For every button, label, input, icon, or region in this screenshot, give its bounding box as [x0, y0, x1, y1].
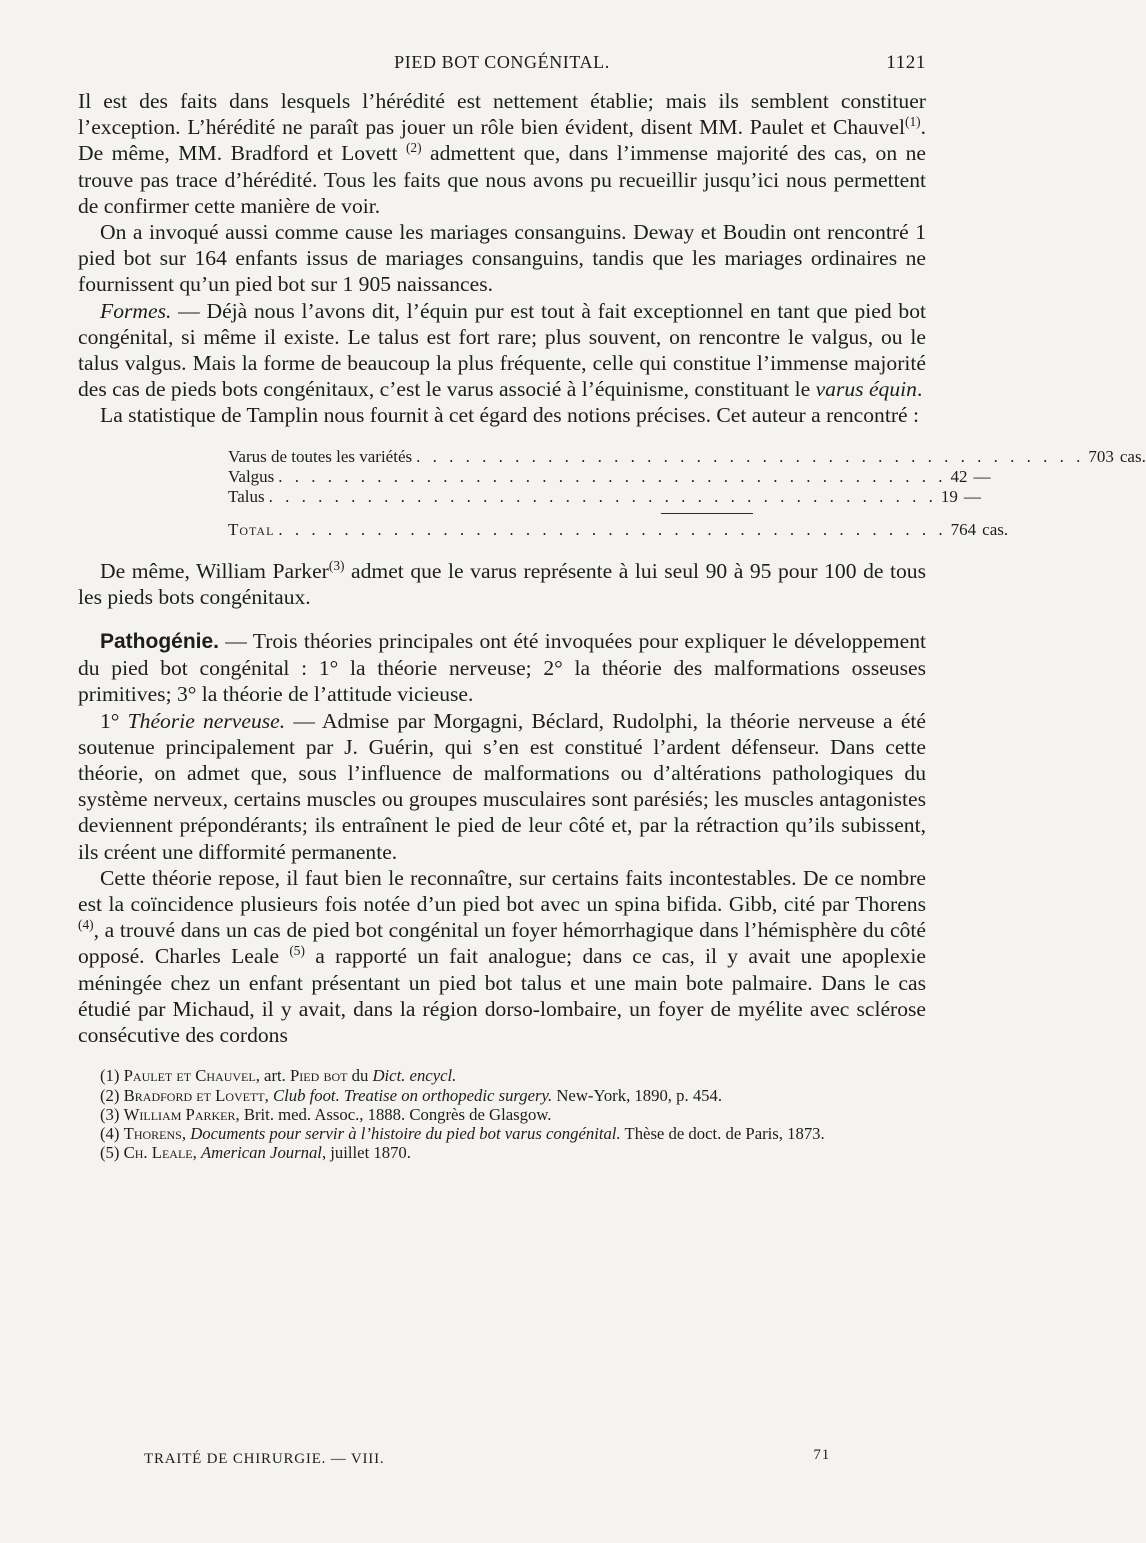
paragraph-text: — Trois théories principales ont été invoquées pour expliquer le développement du pied bot congénital : 1° la théorie nerveuse; 2° la théorie des malformations osseuses primitives; 3° la théorie de l’attitude vicieuse.: [78, 629, 926, 707]
footnote: [78, 1105, 926, 1124]
subsection-label: Théorie nerveuse.: [127, 708, 286, 733]
stat-row: [228, 486, 981, 507]
stat-total-label: Total: [228, 519, 275, 539]
footnote-author: Ch. Leale: [123, 1143, 193, 1163]
footnote-text: ,: [181, 1124, 191, 1144]
total-rule: [661, 513, 753, 514]
stat-label: Varus de toutes les variétés: [228, 446, 413, 466]
stat-value: 703: [1088, 446, 1114, 466]
stat-value: 19: [940, 486, 958, 506]
footnote-ref: (4): [78, 917, 94, 933]
stat-unit: cas.: [1119, 446, 1146, 466]
footnote-author: Bradford et Lovett: [123, 1085, 265, 1105]
stat-row: [228, 466, 991, 487]
footnote: [78, 1143, 926, 1162]
leader-dots: . . . . . . . . . . . . . . . . . . . . . . . . . . . . . . . . . . . . . . . . .: [278, 466, 947, 486]
paragraph-theorie-nerveuse: [78, 708, 926, 865]
footnote-text: New-York, 1890, p. 454.: [552, 1085, 723, 1105]
paragraph-text: — Admise par Morgagni, Béclard, Rudolphi, la théorie nerveuse a été soutenue principalement par J. Guérin, qui s’en est constitué l’ardent défenseur. Dans cette théorie, on admet que, sous l’influence de malformations ou d’altérations pathologiques du système nerveux, certains muscles ou groupes musculaires sont parésiés; les muscles antagonistes deviennent prépondérants; ils entraînent le pied de leur côté et, par la rétraction qu’ils subissent, ils créent une difformité permanente.: [78, 708, 926, 864]
paragraph-text: De même, William Parker: [100, 558, 329, 583]
paragraph-parker: [78, 558, 926, 610]
footnote-ref: (5): [289, 943, 305, 959]
footnote-title: Documents pour servir à l’histoire du pied bot varus congénital.: [190, 1124, 621, 1144]
footnote-article: Pied bot: [290, 1066, 348, 1086]
paragraph-text: Il est des faits dans lesquels l’hérédité est nettement établie; mais ils semblent constituer l’exception. L’hérédité ne paraît pas jouer un rôle bien évident, disent MM. Paulet et Chauvel: [78, 89, 926, 140]
footnote: [78, 1124, 926, 1143]
footnote-author: William Parker: [123, 1104, 236, 1124]
footnote-text: ,: [192, 1143, 201, 1163]
leader-dots: . . . . . . . . . . . . . . . . . . . . . . . . . . . . . . . . . . . . . . . . .: [278, 519, 947, 539]
list-prefix: 1°: [100, 708, 128, 733]
footnote-title: Club foot. Treatise on orthopedic surgery.: [272, 1085, 553, 1105]
stat-value: 42: [950, 466, 968, 486]
leader-dots: . . . . . . . . . . . . . . . . . . . . . . . . . . . . . . . . . . . . . . . . .: [268, 486, 937, 506]
footnote-number: (5): [100, 1143, 120, 1163]
paragraph-text: Cette théorie repose, il faut bien le reconnaître, sur certains faits incontestables. De ce nombre est la coïncidence plusieurs fois notée d’un pied bot avec un spina bifida. Gibb, cité par Thorens: [78, 865, 926, 917]
stat-unit: —: [963, 486, 981, 506]
footnote-title: American Journal: [200, 1143, 322, 1163]
paragraph-text: La statistique de Tamplin nous fournit à cet égard des notions précises. Cet auteur a rencontré :: [100, 403, 920, 428]
paragraph-pathogenie: [78, 628, 926, 708]
footnote: [78, 1086, 926, 1105]
footnotes: [78, 1066, 926, 1162]
statistics-table: [78, 446, 1146, 540]
sheet-number: 71: [813, 1447, 830, 1463]
stat-row: [228, 446, 1146, 467]
stat-label: Talus: [228, 486, 265, 506]
paragraph-text: .: [916, 377, 923, 402]
paragraph-text: admettent que, dans l’immense majorité des cas, on ne trouve pas trace d’hérédité. Tous les faits que nous avons pu recueillir jusqu’ici nous permettent de confirmer cette manière de voir.: [78, 141, 927, 218]
term-italic: varus équin: [815, 377, 917, 402]
paragraph-consanguinity: [78, 219, 926, 298]
paragraph-faits: [78, 865, 926, 1048]
section-heading: Pathogénie.: [100, 630, 220, 654]
footnote-text: Thèse de doct. de Paris, 1873.: [620, 1124, 825, 1144]
paragraph-text: — Déjà nous l’avons dit, l’équin pur est tout à fait exceptionnel en tant que pied bot congénital, si même il existe. Le talus est fort rare; plus souvent, on rencontre le valgus, ou le talus valgus. Mais la forme de beaucoup la plus fréquente, celle qui constitue l’immense majorité des cas de pieds bots congénitaux, c’est le varus associé à l’équinisme, constituant le: [78, 298, 926, 402]
book-signature: TRAITÉ DE CHIRURGIE. — VIII.: [144, 1451, 385, 1467]
footnote-author: Paulet et Chauvel: [123, 1066, 256, 1086]
paragraph-text: admet que le varus représente à lui seul 90 à 95 pour 100 de tous les pieds bots congénitaux.: [78, 558, 926, 609]
paragraph-tamplin: [78, 402, 926, 428]
footnote-text: , Brit. med. Assoc., 1888. Congrès de Glasgow.: [235, 1104, 552, 1124]
footnote-ref: (2): [405, 140, 422, 156]
footnote-number: (2): [100, 1085, 120, 1105]
running-title: PIED BOT CONGÉNITAL.: [394, 52, 610, 72]
paragraph-text: , a trouvé dans un cas de pied bot congénital un foyer hémorrhagique dans l’hémisphère du côté opposé. Charles Leale: [78, 918, 926, 969]
leader-dots: . . . . . . . . . . . . . . . . . . . . . . . . . . . . . . . . . . . . . . . . .: [416, 446, 1085, 466]
running-head: [78, 52, 926, 88]
body-text: [78, 88, 1146, 1048]
paragraph-forms: [78, 298, 926, 403]
footnote-ref: (1): [904, 114, 921, 130]
footnote-number: (4): [100, 1124, 120, 1144]
footnote: [78, 1066, 926, 1085]
footnote-text: , juillet 1870.: [321, 1143, 411, 1163]
footnote-text: ,: [264, 1085, 273, 1105]
stat-total-value: 764: [950, 519, 977, 539]
footnote-text: du: [347, 1066, 373, 1086]
footnote-text: , art.: [255, 1066, 290, 1086]
footnote-ref: (3): [328, 557, 345, 573]
paragraph-text: On a invoqué aussi comme cause les mariages consanguins. Deway et Boudin ont rencontré 1 pied bot sur 164 enfants issus de mariages consanguins, tandis que les mariages ordinaires ne fournissent qu’un pied bot sur 1 905 naissances.: [78, 220, 926, 297]
stat-unit: —: [973, 466, 991, 486]
footnote-number: (1): [100, 1066, 120, 1086]
stat-unit: cas.: [982, 519, 1009, 539]
footnote-title: Dict. encycl.: [372, 1066, 457, 1086]
paragraph-text: a rapporté un fait analogue; dans ce cas, il y avait une apoplexie méningée chez un enfant présentant un pied bot talus et une main bote palmaire. Dans le cas étudié par Michaud, il y avait, dans la région dorso-lombaire, un foyer de myélite avec sclérose consécutive des cordons: [78, 944, 926, 1048]
stat-total-row: [228, 519, 1009, 540]
footnote-number: (3): [100, 1104, 120, 1124]
stat-label: Valgus: [228, 466, 275, 486]
paragraph-text: . De même, MM. Bradford et Lovett: [78, 115, 926, 166]
footnote-author: Thorens: [123, 1124, 182, 1144]
paragraph-heredity: [78, 88, 926, 219]
section-label: Formes.: [100, 298, 172, 323]
page-number: 1121: [886, 52, 926, 73]
